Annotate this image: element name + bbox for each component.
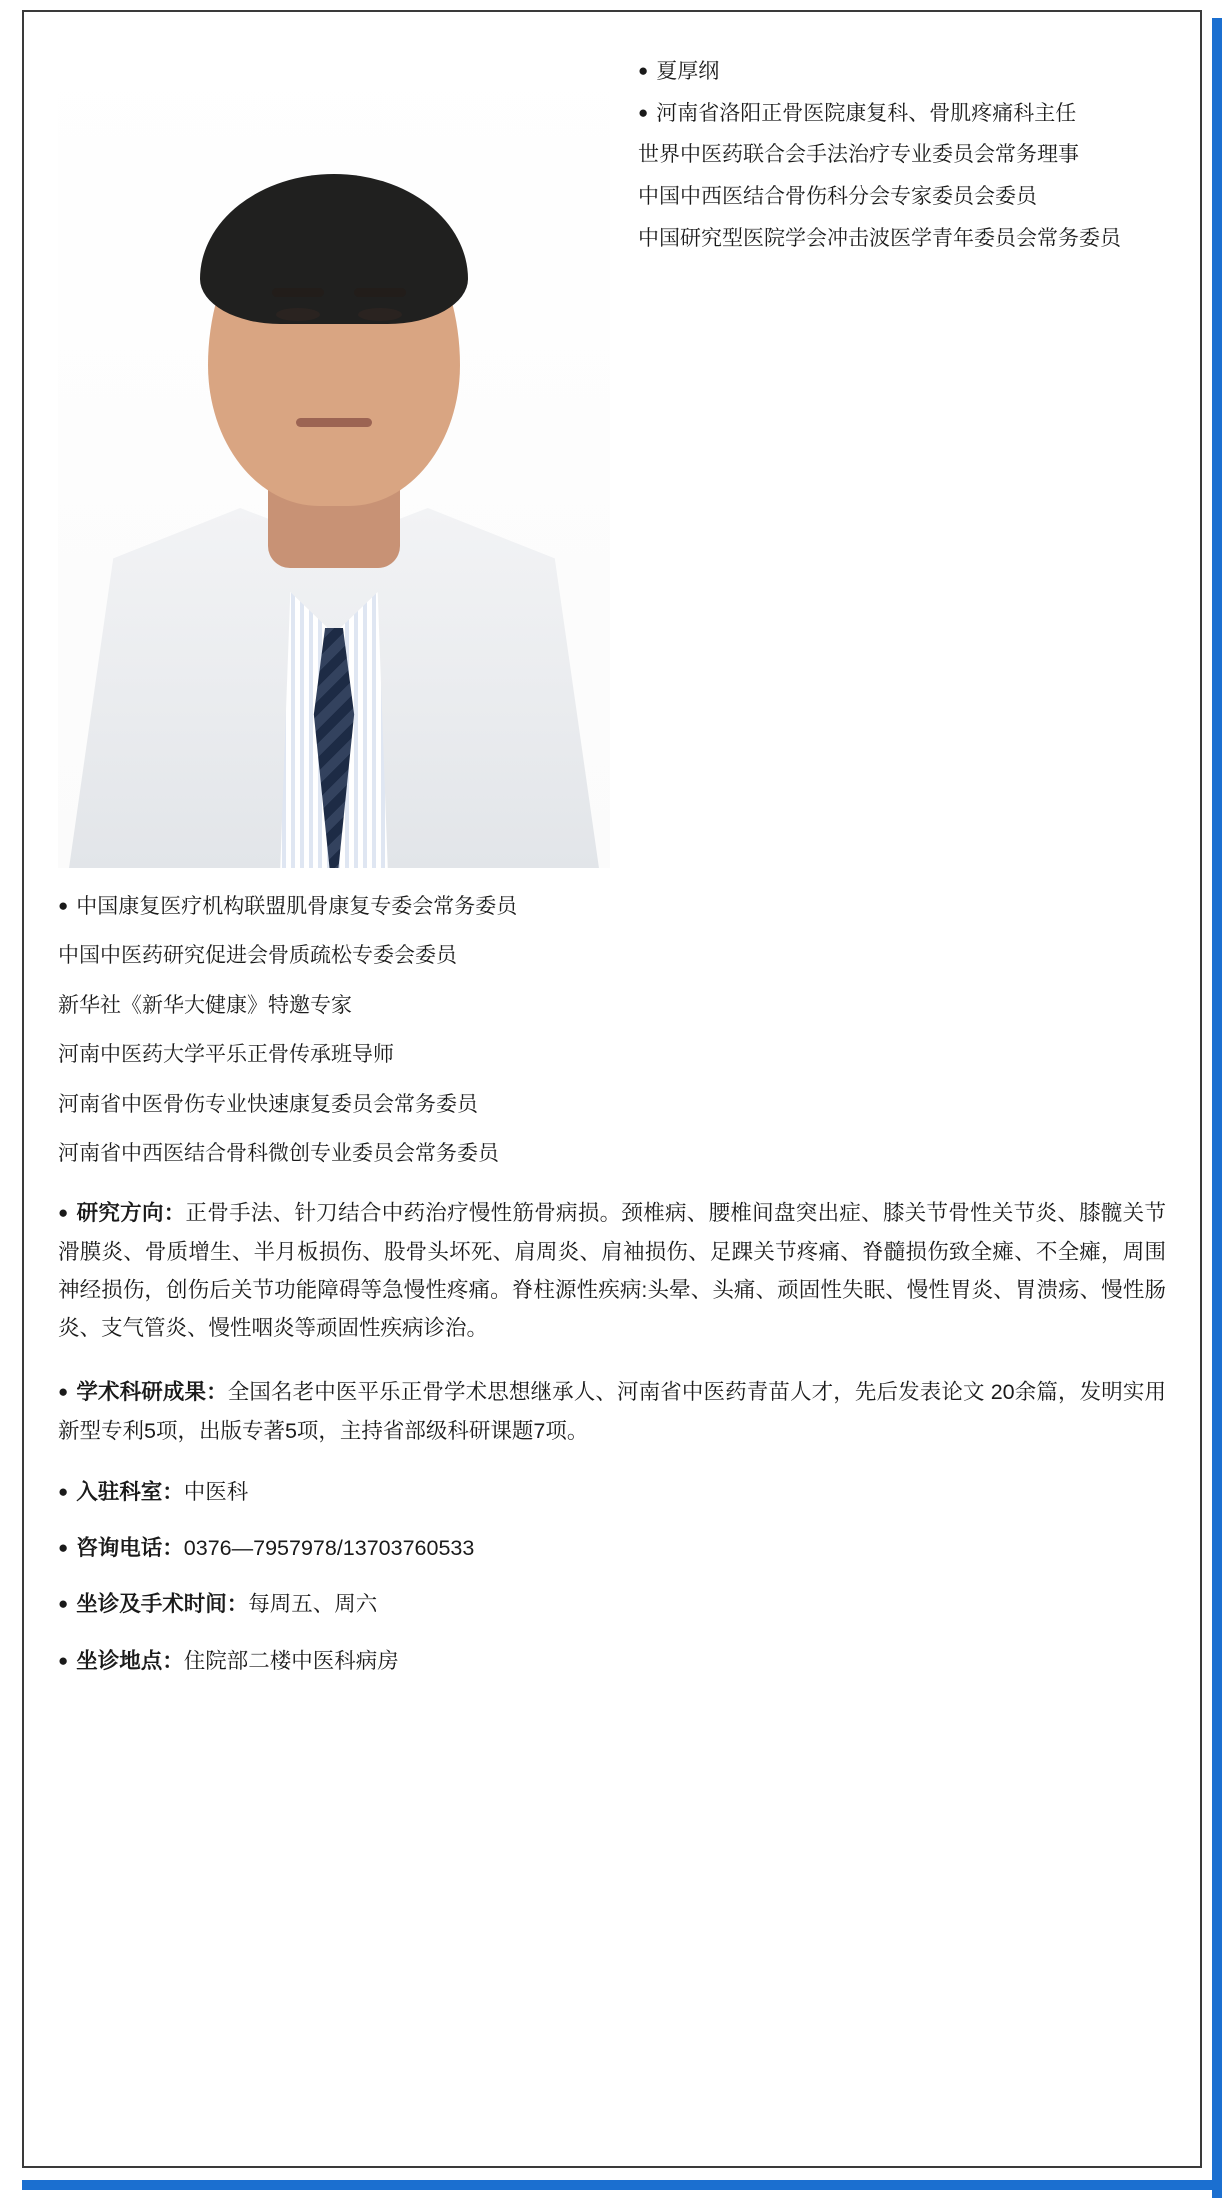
list-item [58,892,1166,921]
credential-5: 河南省中西医结合骨科微创专业委员会常务委员 [58,1141,499,1165]
doctor-title-2: 中国研究型医院学会冲击波医学青年委员会常务委员 [638,226,1121,250]
info-label: 坐诊及手术时间： [76,1592,249,1617]
doctor-position: 河南省洛阳正骨医院康复科、骨肌疼痛科主任 [656,101,1077,125]
doctor-name-row [638,58,1166,86]
bullet-icon: ● [638,61,649,80]
list-item [58,1040,1166,1069]
bullet-icon: ● [58,1650,69,1670]
credential-1: 中国中医药研究促进会骨质疏松专委会委员 [58,944,457,968]
info-list [58,1476,1166,1677]
portrait-eye-right [358,308,402,321]
info-row-location [58,1645,1166,1677]
info-value: 0376—7957978/13703760533 [183,1536,475,1561]
info-row-department [58,1476,1166,1508]
doctor-name: 夏厚纲 [656,60,720,83]
doctor-title-row [638,141,1166,169]
info-label: 咨询电话： [76,1536,184,1561]
doctor-title-1: 中国中西医结合骨伤科分会专家委员会委员 [638,185,1037,209]
doctor-title-row [638,225,1166,253]
doctor-titles [638,36,1166,267]
doctor-title-row [638,183,1166,211]
section-body: 全国名老中医平乐正骨学术思想继承人、河南省中医药青苗人才，先后发表论文 20余篇，发明实用新型专利5项，出版专著5项，主持省部级科研课题7项。 [58,1380,1166,1443]
profile-header [58,36,1166,868]
doctor-photo [58,36,610,868]
list-item [58,1090,1166,1119]
section-research-direction [58,1194,1166,1347]
list-item [58,991,1166,1020]
info-label: 入驻科室： [76,1479,184,1504]
credential-0: 中国康复医疗机构联盟肌骨康复专委会常务委员 [76,895,518,918]
info-label: 坐诊地点： [76,1648,184,1673]
doctor-position-row [638,100,1166,128]
bullet-icon: ● [58,1594,69,1614]
info-row-phone [58,1532,1166,1564]
bullet-icon: ● [638,102,649,122]
bullet-icon: ● [58,1538,69,1558]
section-body: 正骨手法、针刀结合中药治疗慢性筋骨病损。颈椎病、腰椎间盘突出症、膝关节骨性关节炎、膝髋关节滑膜炎、骨质增生、半月板损伤、股骨头坏死、肩周炎、肩袖损伤、足踝关节疼痛、脊髓损伤致全瘫、不全瘫，周围神经损伤，创伤后关节功能障碍等急慢性疼痛。脊柱源性疾病:头晕、头痛、顽固性失眠、慢性胃炎、胃溃疡、慢性肠炎、支气管炎、慢性咽炎等顽固性疾病诊治。 [58,1201,1166,1341]
accent-bar-bottom [22,2180,1222,2190]
credentials-list [58,892,1166,1168]
list-item [58,941,1166,970]
bullet-icon: ● [58,1203,69,1223]
portrait-eyebrow-left [272,288,324,297]
bullet-icon: ● [58,896,69,915]
info-value: 每周五、周六 [248,1592,378,1617]
info-value: 中医科 [183,1479,249,1504]
portrait-illustration [58,36,610,868]
portrait-eye-left [276,308,320,321]
portrait-eyebrow-right [354,288,406,297]
doctor-title-0: 世界中医药联合会手法治疗专业委员会常务理事 [638,143,1079,167]
credential-2: 新华社《新华大健康》特邀专家 [58,993,352,1017]
info-row-schedule [58,1588,1166,1620]
section-academic-achievements [58,1373,1166,1450]
bullet-icon: ● [58,1382,69,1402]
credential-4: 河南省中医骨伤专业快速康复委员会常务委员 [58,1092,478,1116]
section-label: 学术科研成果： [76,1380,228,1405]
bullet-icon: ● [58,1481,69,1501]
portrait-hair [200,174,468,324]
list-item [58,1139,1166,1168]
portrait-mouth [296,418,372,427]
info-value: 住院部二楼中医科病房 [183,1648,399,1673]
credential-3: 河南中医药大学平乐正骨传承班导师 [58,1043,394,1067]
section-label: 研究方向： [76,1201,186,1226]
accent-bar-right [1212,18,1222,2198]
profile-card [22,10,1202,2168]
